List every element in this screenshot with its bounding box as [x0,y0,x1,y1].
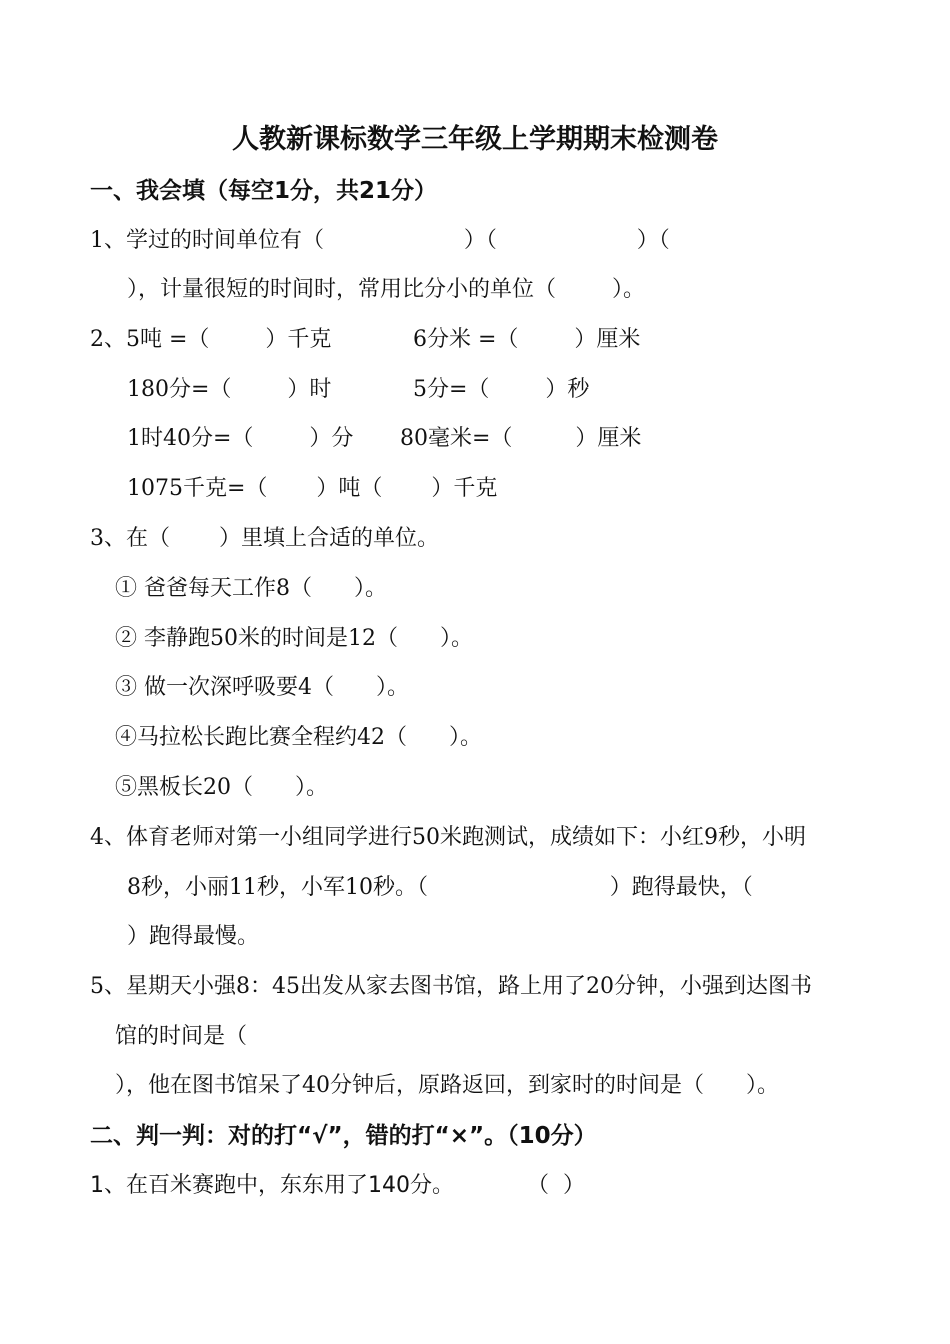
q2-row1-right: 6分米 =（ ）厘米 [413,327,641,352]
q3-item-2: ② 李静跑50米的时间是12（ ）。 [115,626,473,651]
q1-line2: ），计量很短的时间时，常用比分小的单位（ ）。 [127,277,645,302]
q4-line3: ）跑得最慢。 [127,924,260,949]
q5-line3: ），他在图书馆呆了40分钟后，原路返回，到家时的时间是（ ）。 [115,1073,779,1098]
q1-line1: 1、学过的时间单位有（ ）（ ）（ [90,228,670,253]
section2-heading: 二、判一判：对的打“√”，错的打“×”。（10分） [90,1123,597,1149]
q3-intro: 3、在（ ）里填上合适的单位。 [90,526,439,551]
q2-row1-left: 2、5吨 =（ ）千克 [90,327,332,352]
s2-q1-blank[interactable]: （ ） [527,1173,585,1198]
q2-row2-right: 5分=（ ）秒 [413,377,590,402]
q5-line2: 馆的时间是（ [115,1024,248,1049]
q5-line1: 5、星期天小强8：45出发从家去图书馆，路上用了20分钟，小强到达图书 [90,974,812,999]
section1-heading: 一、我会填（每空1分，共21分） [90,178,438,204]
s2-q1: 1、在百米赛跑中，东东用了140分。 [90,1173,454,1198]
q2-row4: 1075千克=（ ）吨（ ）千克 [127,476,498,501]
q2-row3-right: 80毫米=（ ）厘米 [400,426,642,451]
q4-line1: 4、体育老师对第一小组同学进行50米跑测试，成绩如下：小红9秒，小明 [90,825,806,850]
q2-row2-left: 180分=（ ）时 [127,377,332,402]
q3-item-3: ③ 做一次深呼吸要4（ ）。 [115,675,409,700]
q4-line2: 8秒，小丽11秒，小军10秒。（ ）跑得最快，（ [127,875,753,900]
q3-item-5: ⑤黑板长20（ ）。 [115,775,328,800]
q3-item-1: ① 爸爸每天工作8（ ）。 [115,576,387,601]
q3-item-4: ④马拉松长跑比赛全程约42（ ）。 [115,725,482,750]
page-title: 人教新课标数学三年级上学期期末检测卷 [232,124,718,155]
q2-row3-left: 1时40分=（ ）分 [127,426,354,451]
